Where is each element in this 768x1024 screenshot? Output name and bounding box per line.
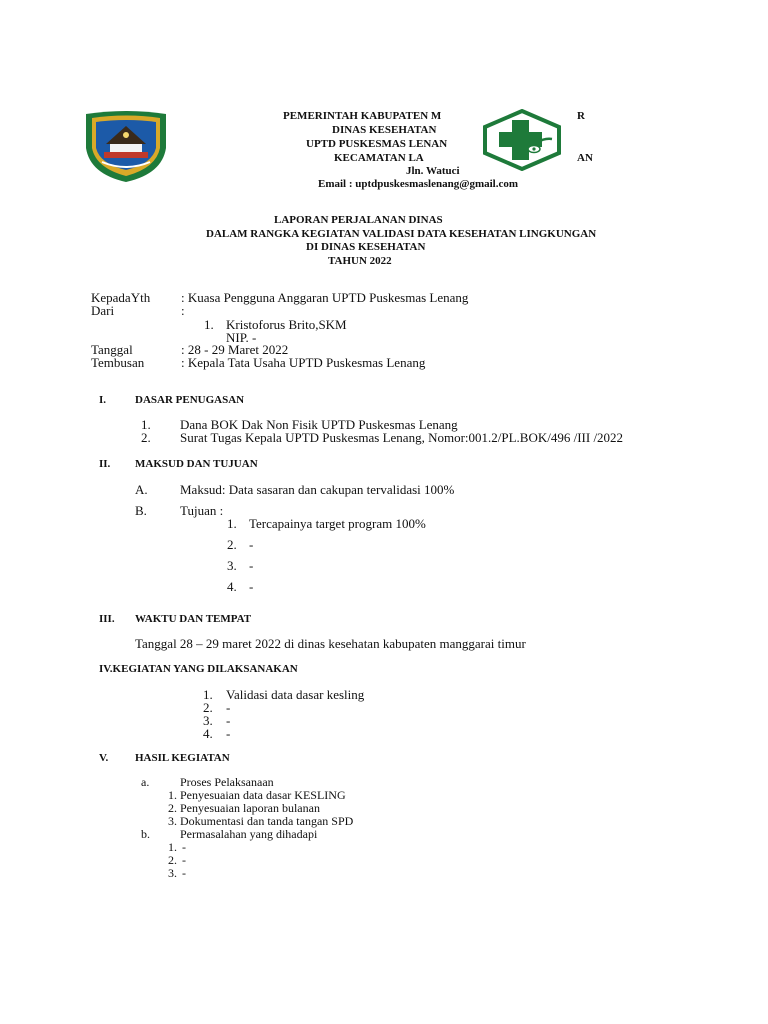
list-item-number: 2. [203, 700, 213, 715]
list-item-text: Dana BOK Dak Non Fisik UPTD Puskesmas Lenang [180, 417, 458, 432]
list-item-text: - [182, 866, 186, 880]
regency-crest-icon [82, 108, 170, 184]
list-item-text: - [182, 840, 186, 854]
list-item-number: 4. [227, 579, 237, 594]
section-title: DASAR PENUGASAN [135, 394, 245, 406]
header-dept-line: DINAS KESEHATAN [332, 124, 437, 136]
tujuan-label: B. [135, 503, 147, 518]
section-title: IV.KEGIATAN YANG DILAKSANAKAN [99, 663, 298, 675]
list-item-number: 2. [168, 853, 177, 867]
section-title: MAKSUD DAN TUJUAN [135, 458, 258, 470]
list-item-number: 1. [227, 516, 237, 531]
tembusan-label: Tembusan [91, 355, 145, 370]
header-uptd-line: UPTD PUSKESMAS LENAN [306, 138, 448, 150]
person-name: Kristoforus Brito,SKM [226, 317, 347, 332]
list-item-number: 2. [141, 430, 151, 445]
person-nip: NIP. - [226, 330, 257, 345]
puskesmas-cross-icon [482, 109, 562, 171]
list-item-text: - [182, 853, 186, 867]
list-item-text: - [249, 558, 254, 573]
title-line-4: TAHUN 2022 [328, 255, 392, 267]
sub-title: Proses Pelaksanaan [180, 775, 274, 789]
list-item-number: 4. [203, 726, 213, 741]
section-number: II. [99, 458, 111, 470]
list-item-text: Validasi data dasar kesling [226, 687, 365, 702]
dari-label: Dari [91, 303, 115, 318]
dari-value: : [181, 303, 185, 318]
tanggal-label: Tanggal [91, 342, 133, 357]
list-item-number: 1. [168, 788, 177, 802]
header-email-line: Email : uptdpuskesmaslenang@gmail.com [318, 178, 519, 190]
tembusan-value: : Kepala Tata Usaha UPTD Puskesmas Lenang [181, 355, 426, 370]
header-district-line: KECAMATAN LA [334, 152, 424, 164]
title-line-3: DI DINAS KESEHATAN [306, 241, 426, 253]
section-title: HASIL KEGIATAN [135, 752, 230, 764]
section-title: WAKTU DAN TEMPAT [135, 613, 252, 625]
list-item-text: Dokumentasi dan tanda tangan SPD [180, 814, 354, 828]
list-item-text: - [226, 713, 231, 728]
list-item-text: - [249, 579, 254, 594]
header-gov-line-tail: R [577, 110, 585, 122]
header-gov-line: PEMERINTAH KABUPATEN M [283, 110, 442, 122]
list-item-number: 2. [168, 801, 177, 815]
list-item-text: - [249, 537, 254, 552]
section-number: III. [99, 613, 115, 625]
list-item-text: - [226, 700, 231, 715]
section-number: I. [99, 394, 107, 406]
list-item-number: 1. [141, 417, 151, 432]
list-item-number: 2. [227, 537, 237, 552]
list-item-text: Surat Tugas Kepala UPTD Puskesmas Lenang, Nomor:001.2/PL.BOK/496 /III /2022 [180, 430, 624, 445]
title-line-1: LAPORAN PERJALANAN DINAS [274, 214, 443, 226]
list-item-text: Penyesuaian data dasar KESLING [180, 788, 346, 802]
sub-label: b. [141, 827, 150, 841]
list-item-number: 1. [203, 687, 213, 702]
sub-label: a. [141, 775, 150, 789]
list-item-text: - [226, 726, 231, 741]
sub-title: Permasalahan yang dihadapi [180, 827, 318, 841]
person-number: 1. [204, 317, 214, 332]
title-line-2: DALAM RANGKA KEGIATAN VALIDASI DATA KESEHATAN LINGKUNGAN [206, 228, 597, 240]
tujuan-text: Tujuan : [180, 503, 224, 518]
list-item-number: 1. [168, 840, 177, 854]
list-item-number: 3. [227, 558, 237, 573]
header-address-line: Jln. Watuci [406, 165, 460, 177]
waktu-text: Tanggal 28 – 29 maret 2022 di dinas kesehatan kabupaten manggarai timur [135, 636, 526, 651]
tanggal-value: : 28 - 29 Maret 2022 [181, 342, 289, 357]
kepada-value: : Kuasa Pengguna Anggaran UPTD Puskesmas Lenang [181, 290, 469, 305]
section-number: V. [99, 752, 109, 764]
maksud-text: Maksud: Data sasaran dan cakupan tervalidasi 100% [180, 482, 455, 497]
list-item-number: 3. [168, 866, 177, 880]
list-item-text: Tercapainya target program 100% [249, 516, 426, 531]
header-district-line-tail: AN [577, 152, 593, 164]
list-item-number: 3. [203, 713, 213, 728]
kepada-label: KepadaYth [91, 290, 151, 305]
list-item-text: Penyesuaian laporan bulanan [180, 801, 320, 815]
maksud-label: A. [135, 482, 148, 497]
list-item-number: 3. [168, 814, 177, 828]
